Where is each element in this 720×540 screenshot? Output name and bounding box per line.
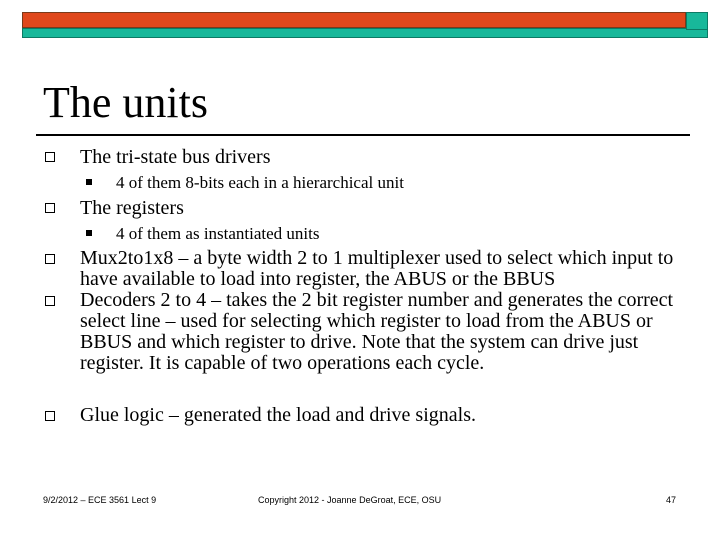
- hollow-square-bullet-icon: [45, 296, 55, 306]
- sub-bullet-text: 4 of them 8-bits each in a hierarchical unit: [116, 173, 404, 192]
- bullet-text: Decoders 2 to 4 – takes the 2 bit register number and generates the correct select line – used for selecting which register to load from the ABUS or BBUS and which register to drive. Note that the system can drive just register. It is capable of two operations each cycle.: [80, 289, 674, 374]
- footer-lecture-label: 9/2/2012 – ECE 3561 Lect 9: [43, 495, 157, 505]
- hollow-square-bullet-icon: [45, 152, 55, 162]
- hollow-square-bullet-icon: [45, 203, 55, 213]
- bullet-text: Glue logic – generated the load and drive signals.: [80, 404, 476, 426]
- sub-bullet-text: 4 of them as instantiated units: [116, 224, 320, 243]
- filled-square-bullet-icon: [86, 179, 92, 185]
- bullet-text: The registers: [80, 197, 184, 219]
- filled-square-bullet-icon: [86, 230, 92, 236]
- footer-copyright: Copyright 2012 - Joanne DeGroat, ECE, OSU: [258, 495, 442, 505]
- hollow-square-bullet-icon: [45, 254, 55, 264]
- bullet-text: Mux2to1x8 – a byte width 2 to 1 multiplexer used to select which input to have available to load into register, the ABUS or the BBUS: [80, 247, 674, 290]
- footer-page-number: 47: [666, 495, 677, 505]
- bullet-text: The tri-state bus drivers: [80, 146, 271, 168]
- slide-title: The units: [43, 78, 208, 127]
- hollow-square-bullet-icon: [45, 411, 55, 421]
